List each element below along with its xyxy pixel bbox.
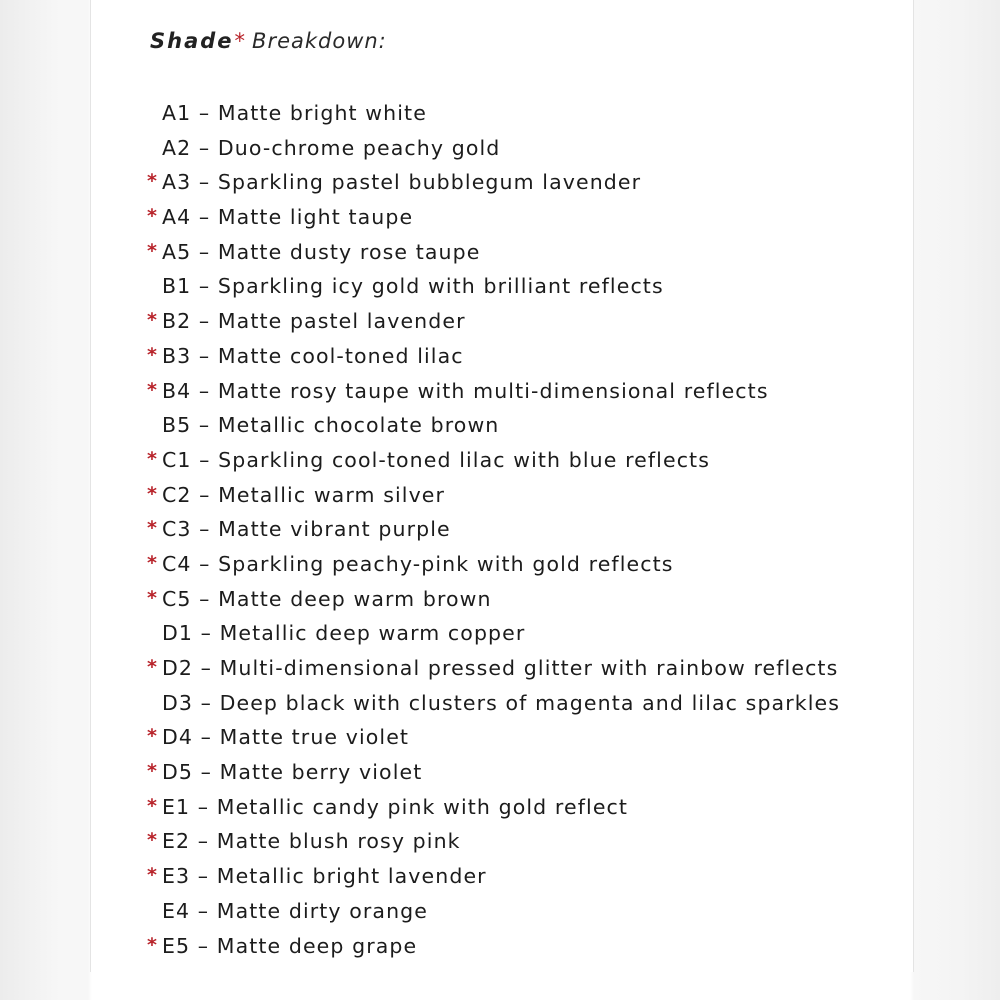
title-rest: Breakdown: [252, 29, 387, 53]
star-marker: * [147, 239, 159, 262]
shade-list-item [146, 792, 840, 827]
shade-list-item [146, 202, 840, 237]
title-bold-word: Shade [150, 29, 234, 53]
star-marker: * [147, 517, 159, 540]
shade-text: C2 – Metallic warm silver [162, 482, 446, 507]
shade-text: D4 – Matte true violet [162, 725, 410, 750]
shade-text: E4 – Matte dirty orange [162, 898, 429, 923]
shade-list-item [146, 480, 840, 515]
shade-list-item [146, 98, 840, 133]
star-marker: * [147, 794, 159, 817]
star-marker: * [147, 933, 159, 956]
star-marker: * [147, 864, 159, 887]
shade-list-item [146, 271, 840, 306]
shade-list-item [146, 341, 840, 376]
star-marker: * [147, 586, 159, 609]
shade-text: B1 – Sparkling icy gold with brilliant reflects [162, 274, 664, 299]
shade-text: D2 – Multi-dimensional pressed glitter with rainbow reflects [162, 656, 839, 680]
shade-text: B4 – Matte rosy taupe with multi-dimensional reflects [162, 378, 769, 403]
shade-text: E2 – Matte blush rosy pink [162, 829, 461, 854]
shade-text: D3 – Deep black with clusters of magenta and lilac sparkles [162, 690, 841, 715]
shade-text: A1 – Matte bright white [162, 101, 427, 125]
shade-list-item [146, 861, 840, 896]
shade-list-item [146, 722, 840, 757]
shade-text: C5 – Matte deep warm brown [162, 586, 492, 611]
shade-text: A5 – Matte dusty rose taupe [162, 239, 481, 264]
shade-text: B2 – Matte pastel lavender [162, 309, 466, 334]
shade-list-item [146, 167, 840, 202]
star-marker: * [147, 170, 159, 193]
shade-text: E1 – Metallic candy pink with gold reflect [162, 794, 629, 819]
star-marker: * [147, 656, 159, 678]
star-marker: * [147, 205, 159, 228]
shade-list-item [146, 653, 840, 688]
shade-list-item [146, 445, 840, 480]
star-marker: * [147, 760, 159, 783]
shade-text: A2 – Duo-chrome peachy gold [162, 135, 501, 160]
shade-list-item [146, 688, 840, 723]
shade-list-item [146, 133, 840, 168]
star-marker: * [147, 343, 159, 366]
shade-list-item [146, 931, 840, 966]
title-star: * [234, 29, 247, 53]
shade-text: D1 – Metallic deep warm copper [162, 621, 526, 646]
shade-text: C3 – Matte vibrant purple [162, 517, 451, 542]
star-marker: * [147, 551, 159, 574]
shade-list-item [146, 514, 840, 549]
shade-list-item [146, 896, 840, 931]
shade-text: B5 – Metallic chocolate brown [162, 413, 500, 438]
shade-text: A3 – Sparkling pastel bubblegum lavender [162, 170, 642, 195]
shade-list-item [146, 237, 840, 272]
shade-list-item [146, 306, 840, 341]
shade-text: C1 – Sparkling cool-toned lilac with blue reflects [162, 447, 710, 472]
shade-text: E3 – Metallic bright lavender [162, 864, 487, 889]
star-marker: * [147, 309, 159, 332]
shade-text: E5 – Matte deep grape [162, 933, 418, 958]
shade-list-item [146, 376, 840, 411]
shade-list-item [146, 584, 840, 619]
shade-text: D5 – Matte berry violet [162, 760, 423, 785]
shade-list-item [146, 757, 840, 792]
shade-text: C4 – Sparkling peachy-pink with gold reflects [162, 551, 674, 576]
page-title [150, 29, 387, 53]
shade-list-item [146, 826, 840, 861]
star-marker: * [147, 482, 159, 505]
star-marker: * [147, 725, 159, 748]
shade-list-item [146, 410, 840, 445]
star-marker: * [147, 829, 159, 852]
shade-list-item [146, 618, 840, 653]
shade-text: B3 – Matte cool-toned lilac [162, 343, 464, 368]
star-marker: * [147, 447, 159, 470]
shade-text: A4 – Matte light taupe [162, 205, 414, 230]
shade-list-item [146, 549, 840, 584]
star-marker: * [147, 378, 159, 401]
shade-list [146, 98, 840, 965]
